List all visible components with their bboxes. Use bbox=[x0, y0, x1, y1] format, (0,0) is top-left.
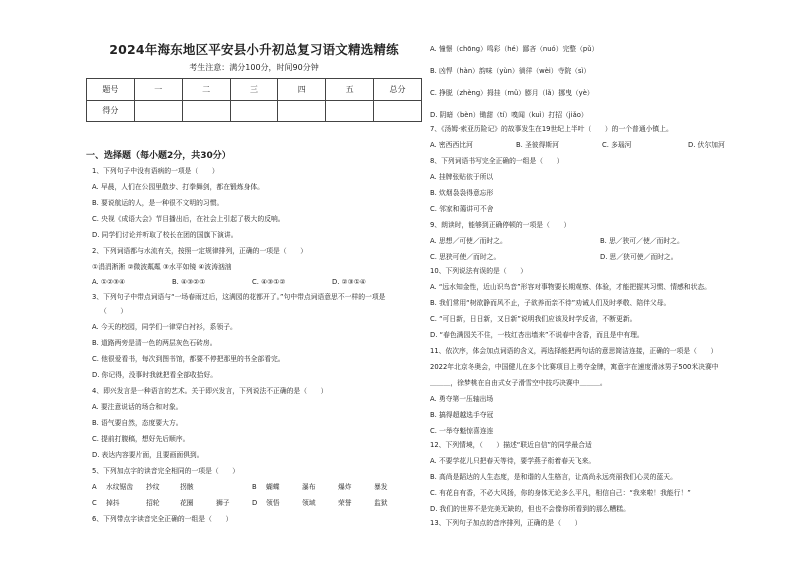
option-text: B. 我们常用“树欲静而风不止，子欲养而亲不待”劝诫人们及时孝敬、陪伴父母。 bbox=[430, 299, 671, 307]
option-text: A. “远水知金性，近山识鸟音”形容对事物要长期观察、体验，才能把握其习惯、情感和状态。 bbox=[430, 283, 711, 291]
question-text: 1、下列句子中没有语病的一项是（ ） bbox=[92, 167, 219, 175]
option-text: D. 你记得，没事时我就把看全部收拾好。 bbox=[92, 371, 218, 379]
score-input-cell[interactable] bbox=[230, 100, 278, 122]
option-word: 抄纹 bbox=[146, 483, 160, 491]
score-input-cell[interactable] bbox=[326, 100, 374, 122]
option-text: C. 提前打腹稿，想好先后顺序。 bbox=[92, 435, 190, 443]
option-text: B. 思／狭可／使／而时之。 bbox=[600, 237, 684, 245]
option-word: 狮子 bbox=[216, 499, 230, 507]
score-cell: 三 bbox=[230, 79, 278, 101]
question-text: （ ） bbox=[100, 307, 128, 315]
option-text: A. 密西西比河 bbox=[430, 141, 473, 149]
option-word: 花圈 bbox=[180, 499, 194, 507]
score-input-cell[interactable] bbox=[134, 100, 182, 122]
option-text: C. ④③①② bbox=[252, 278, 286, 286]
score-table-score-row bbox=[87, 100, 422, 122]
question-text: 13、下列句子加点的音序排列，正确的是（ ） bbox=[430, 519, 582, 527]
option-word: 荣誉 bbox=[338, 499, 352, 507]
option-letter: C bbox=[92, 499, 97, 507]
option-text: A. ①②③④ bbox=[92, 278, 126, 286]
option-word: 招轮 bbox=[146, 499, 160, 507]
question-text: 5、下列加点字的读音完全相同的一项是（ ） bbox=[92, 467, 240, 475]
option-text: B. ④③②① bbox=[172, 278, 206, 286]
q9-options-row2 bbox=[430, 252, 770, 262]
sequence-text: ①涓涓淅淅 ②微波粼粼 ③水平如镜 ④波涛汹汹 bbox=[92, 263, 232, 271]
option-text: B. 语气要自然，态度要大方。 bbox=[92, 419, 183, 427]
option-text: B. 要说航运的人，是一种很不文明的习惯。 bbox=[92, 199, 224, 207]
option-text: D. 阴暗（bèn）锄甜（tí）嗅闻（kuì）打招（jiǎo） bbox=[430, 111, 588, 119]
passage-text: 2022年北京冬奥会，中国健儿在多个比赛项目上勇夺金牌，寓意宇在速度滑冰男子500米决赛中 bbox=[430, 363, 719, 371]
option-word: 监狱 bbox=[374, 499, 388, 507]
question-text: 3、下列句子中带点词语与“一场春雨过后，这满园的花都开了。”句中带点词语意思不一样的一项是 bbox=[92, 293, 386, 301]
option-word: 暴发 bbox=[374, 483, 388, 491]
option-text: D. 表达内容要片面，且要画面俱到。 bbox=[92, 451, 204, 459]
option-letter: A bbox=[92, 483, 97, 491]
option-text: A. 勇夺第一压轴出场 bbox=[430, 395, 494, 403]
q5-row-c bbox=[92, 498, 422, 508]
question-text: 4、即兴发言是一种语言的艺术。关于即兴发言，下列说法不正确的是（ ） bbox=[92, 387, 328, 395]
option-text: C. 有花自有香，不必大风扬，你的身体无论多么平凡，相信自己：“我来啦！我能行！” bbox=[430, 489, 691, 497]
option-text: C. 他很爱看书，每次到图书馆，都要不停把那里的书全部看完。 bbox=[92, 355, 285, 363]
score-table-header-row bbox=[87, 79, 422, 101]
q2-options bbox=[92, 277, 422, 287]
passage-text: ＿＿＿，徐梦桃在自由式女子滑雪空中技巧决赛中＿＿＿。 bbox=[430, 379, 607, 387]
option-word: 瀑布 bbox=[302, 483, 316, 491]
option-text: B. 凶悍（hàn）韵味（yùn）徜徉（wèi）寺院（sì） bbox=[430, 67, 591, 75]
option-word: 拐骸 bbox=[180, 483, 194, 491]
option-text: C. 挣脱（zhèng）拇挂（mǔ）膨月（lǎ）挪曳（yè） bbox=[430, 89, 594, 97]
q5-row-a bbox=[92, 482, 422, 492]
option-text: D. 思／狭可使／而时之。 bbox=[600, 253, 678, 261]
option-text: D. 同学们讨论并听取了校长在团的国旗下演讲。 bbox=[92, 231, 238, 239]
q9-options-row1 bbox=[430, 236, 770, 246]
score-cell: 一 bbox=[134, 79, 182, 101]
option-word: 领域 bbox=[302, 499, 316, 507]
option-text: C. 邻家和蔼讲可不舍 bbox=[430, 205, 494, 213]
score-cell: 二 bbox=[182, 79, 230, 101]
option-text: D. “春色满园关不住，一枝红杏出墙来”不说春中含香，而且是中有理。 bbox=[430, 331, 644, 339]
exam-notice: 考生注意：满分100分，时间90分钟 bbox=[189, 63, 319, 72]
score-cell: 四 bbox=[278, 79, 326, 101]
option-text: A. 不要学花儿只把春天等待，要学燕子衔着春天飞来。 bbox=[430, 457, 596, 465]
page-title: 2024年海东地区平安县小升初总复习语文精选精练 bbox=[109, 42, 399, 57]
question-text: 9、朗读时，能够到正确停顿的一项是（ ） bbox=[430, 221, 571, 229]
question-text: 7、《汤姆·索亚历险记》的故事发生在19世纪上半叶（ ）的一个普通小镇上。 bbox=[430, 125, 673, 133]
option-text: D. 我们的世界不是完美无缺的，但也不会像你所看到的那么糟糕。 bbox=[430, 505, 630, 513]
option-text: A. 早晨，人们在公园里散步、打拳舞剑，都在锻炼身体。 bbox=[92, 183, 264, 191]
option-letter: B bbox=[252, 483, 257, 491]
option-text: B. 搞得超越选手夺冠 bbox=[430, 411, 494, 419]
option-text: C. 思狭可使／而时之。 bbox=[430, 253, 501, 261]
score-input-cell[interactable] bbox=[374, 100, 422, 122]
option-text: C. “可日新，日日新，又日新”说明我们应该及时学反省，不断更新。 bbox=[430, 315, 637, 323]
option-text: C. 多瑙河 bbox=[602, 141, 632, 149]
question-text: 8、下列词语书写完全正确的一组是（ ） bbox=[430, 157, 564, 165]
option-text: A. 要注意说话的场合和对象。 bbox=[92, 403, 183, 411]
score-input-cell[interactable] bbox=[278, 100, 326, 122]
option-word: 爆炸 bbox=[338, 483, 352, 491]
option-word: 领悟 bbox=[266, 499, 280, 507]
option-text: C. 央视《成语大会》节目播出后，在社会上引起了极大的反响。 bbox=[92, 215, 285, 223]
option-text: B. 高尚是蹈达的人生态度，是和谐的人生格言，让高尚永远亮丽我们心灵的蓝天。 bbox=[430, 473, 677, 481]
option-letter: D bbox=[252, 499, 258, 507]
score-input-cell[interactable] bbox=[182, 100, 230, 122]
question-text: 10、下列说法有误的是（ ） bbox=[430, 267, 528, 275]
question-text: 12、下列情境，（ ）描述“联近自信”的同学最合适 bbox=[430, 441, 592, 449]
question-text: 2、下列词语都与水流有关，按照一定规律排列，正确的一项是（ ） bbox=[92, 247, 308, 255]
option-text: D. 伏尔加河 bbox=[688, 141, 725, 149]
option-text: D. ②③①④ bbox=[332, 278, 366, 286]
option-text: A. 挂牌张贴依于所以 bbox=[430, 173, 494, 181]
score-cell: 得分 bbox=[87, 100, 135, 122]
option-text: B. 炊烟袅袅得意忘形 bbox=[430, 189, 494, 197]
option-text: A. 思想／可使／而时之。 bbox=[430, 237, 507, 245]
question-text: 6、下列带点字读音完全正确的一组是（ ） bbox=[92, 515, 233, 523]
score-cell: 五 bbox=[326, 79, 374, 101]
option-text: C. 一举夺魁惊喜连连 bbox=[430, 427, 494, 435]
option-text: A. 憧憬（chōng）鸣彩（hé）鄙吝（nuó）完整（pǔ） bbox=[430, 45, 599, 53]
option-word: 蝴蝶 bbox=[266, 483, 280, 491]
score-table bbox=[86, 78, 422, 122]
option-text: B. 圣彼得斯河 bbox=[516, 141, 559, 149]
q7-options bbox=[430, 140, 770, 150]
section-title: 一、选择题（每小题2分，共30分） bbox=[86, 151, 231, 161]
score-cell: 题号 bbox=[87, 79, 135, 101]
option-word: 掉抖 bbox=[106, 499, 120, 507]
option-text: B. 道路两旁是清一色的两层灰色石砖房。 bbox=[92, 339, 217, 347]
question-text: 11、依次序，体会加点词语的含义，再选择能把两句话的意思简洁连接，正确的一项是（ ） bbox=[430, 347, 718, 355]
score-cell: 总分 bbox=[374, 79, 422, 101]
option-text: A. 今天的校园，同学们一律穿白衬衫，系领子。 bbox=[92, 323, 237, 331]
option-word: 水纹锯齿 bbox=[106, 483, 134, 491]
